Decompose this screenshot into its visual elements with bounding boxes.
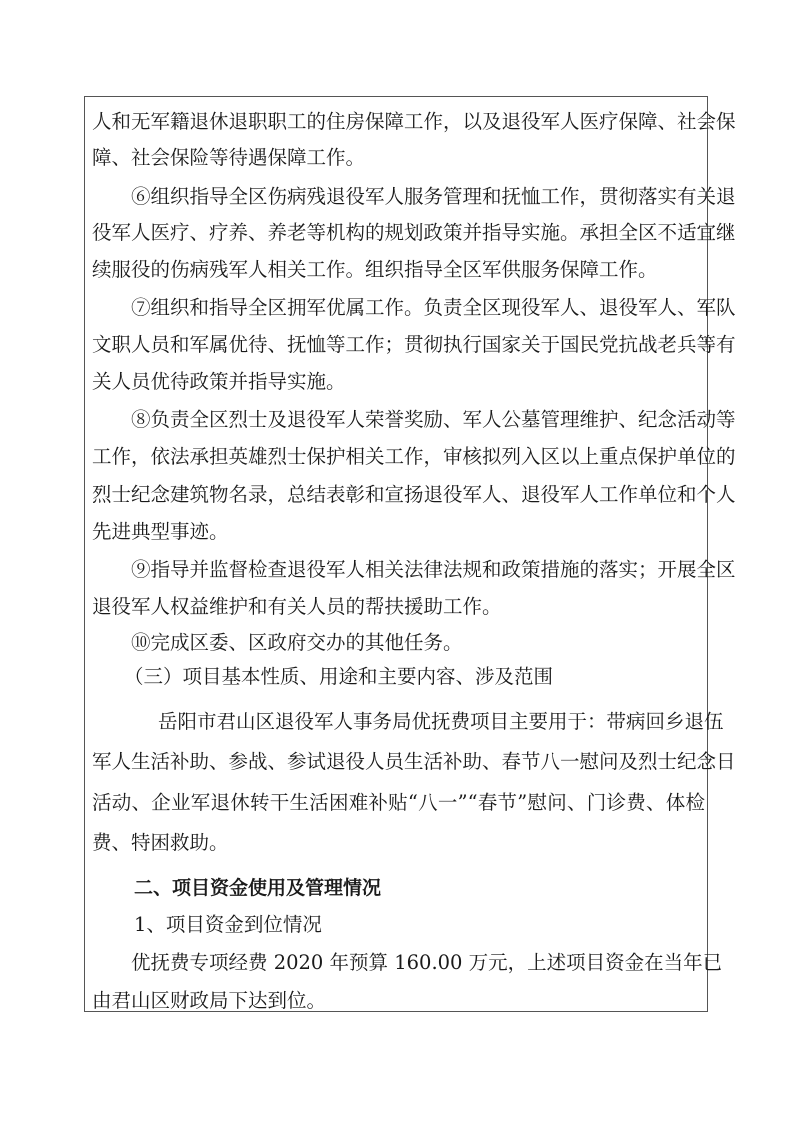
item-9-line: ⑨指导并监督检查退役军人相关法律法规和政策措施的落实；开展全区: [131, 558, 736, 581]
subsection-heading: 1、项目资金到位情况: [134, 913, 322, 936]
item-7-line: ⑦组织和指导全区拥军优属工作。负责全区现役军人、退役军人、军队: [131, 296, 736, 319]
paragraph-line: 活动、企业军退休转干生活困难补贴“八一”“春节”慰问、门诊费、体检: [92, 791, 705, 814]
paragraph-line: 关人员优待政策并指导实施。: [92, 370, 346, 393]
paragraph-line: 费、特困救助。: [92, 831, 229, 854]
paragraph-line: 役军人医疗、疗养、养老等机构的规划政策并指导实施。承担全区不适宜继: [92, 221, 736, 244]
paragraph-line: 先进典型事迹。: [92, 520, 229, 543]
section-2-heading: 二、项目资金使用及管理情况: [134, 877, 382, 899]
item-8-line: ⑧负责全区烈士及退役军人荣誉奖励、军人公墓管理维护、纪念活动等: [131, 408, 736, 431]
paragraph-line: 退役军人权益维护和有关人员的帮扶援助工作。: [92, 595, 502, 618]
paragraph-line: 工作，依法承担英雄烈士保护相关工作，审核拟列入区以上重点保护单位的: [92, 445, 736, 468]
paragraph-line: 烈士纪念建筑物名录，总结表彰和宣扬退役军人、退役军人工作单位和个人: [92, 483, 736, 506]
paragraph-line: 由君山区财政局下达到位。: [92, 989, 327, 1012]
paragraph-line: 岳阳市君山区退役军人事务局优抚费项目主要用于：带病回乡退伍: [158, 710, 724, 733]
section-3-heading: （三）项目基本性质、用途和主要内容、涉及范围: [124, 665, 554, 688]
paragraph-line: 障、社会保险等待遇保障工作。: [92, 146, 366, 169]
paragraph-line: 续服役的伤病残军人相关工作。组织指导全区军供服务保障工作。: [92, 258, 658, 281]
paragraph-line: 人和无军籍退休退职职工的住房保障工作，以及退役军人医疗保障、社会保: [92, 110, 736, 133]
item-6-line: ⑥组织指导全区伤病残退役军人服务管理和抚恤工作，贯彻落实有关退: [131, 185, 736, 208]
item-10-line: ⑩完成区委、区政府交办的其他任务。: [131, 631, 463, 654]
paragraph-line: 优抚费专项经费 2020 年预算 160.00 万元，上述项目资金在当年已: [131, 951, 723, 974]
paragraph-line: 军人生活补助、参战、参试退役人员生活补助、春节八一慰问及烈士纪念日: [92, 750, 736, 773]
paragraph-line: 文职人员和军属优待、抚恤等工作；贯彻执行国家关于国民党抗战老兵等有: [92, 333, 736, 356]
